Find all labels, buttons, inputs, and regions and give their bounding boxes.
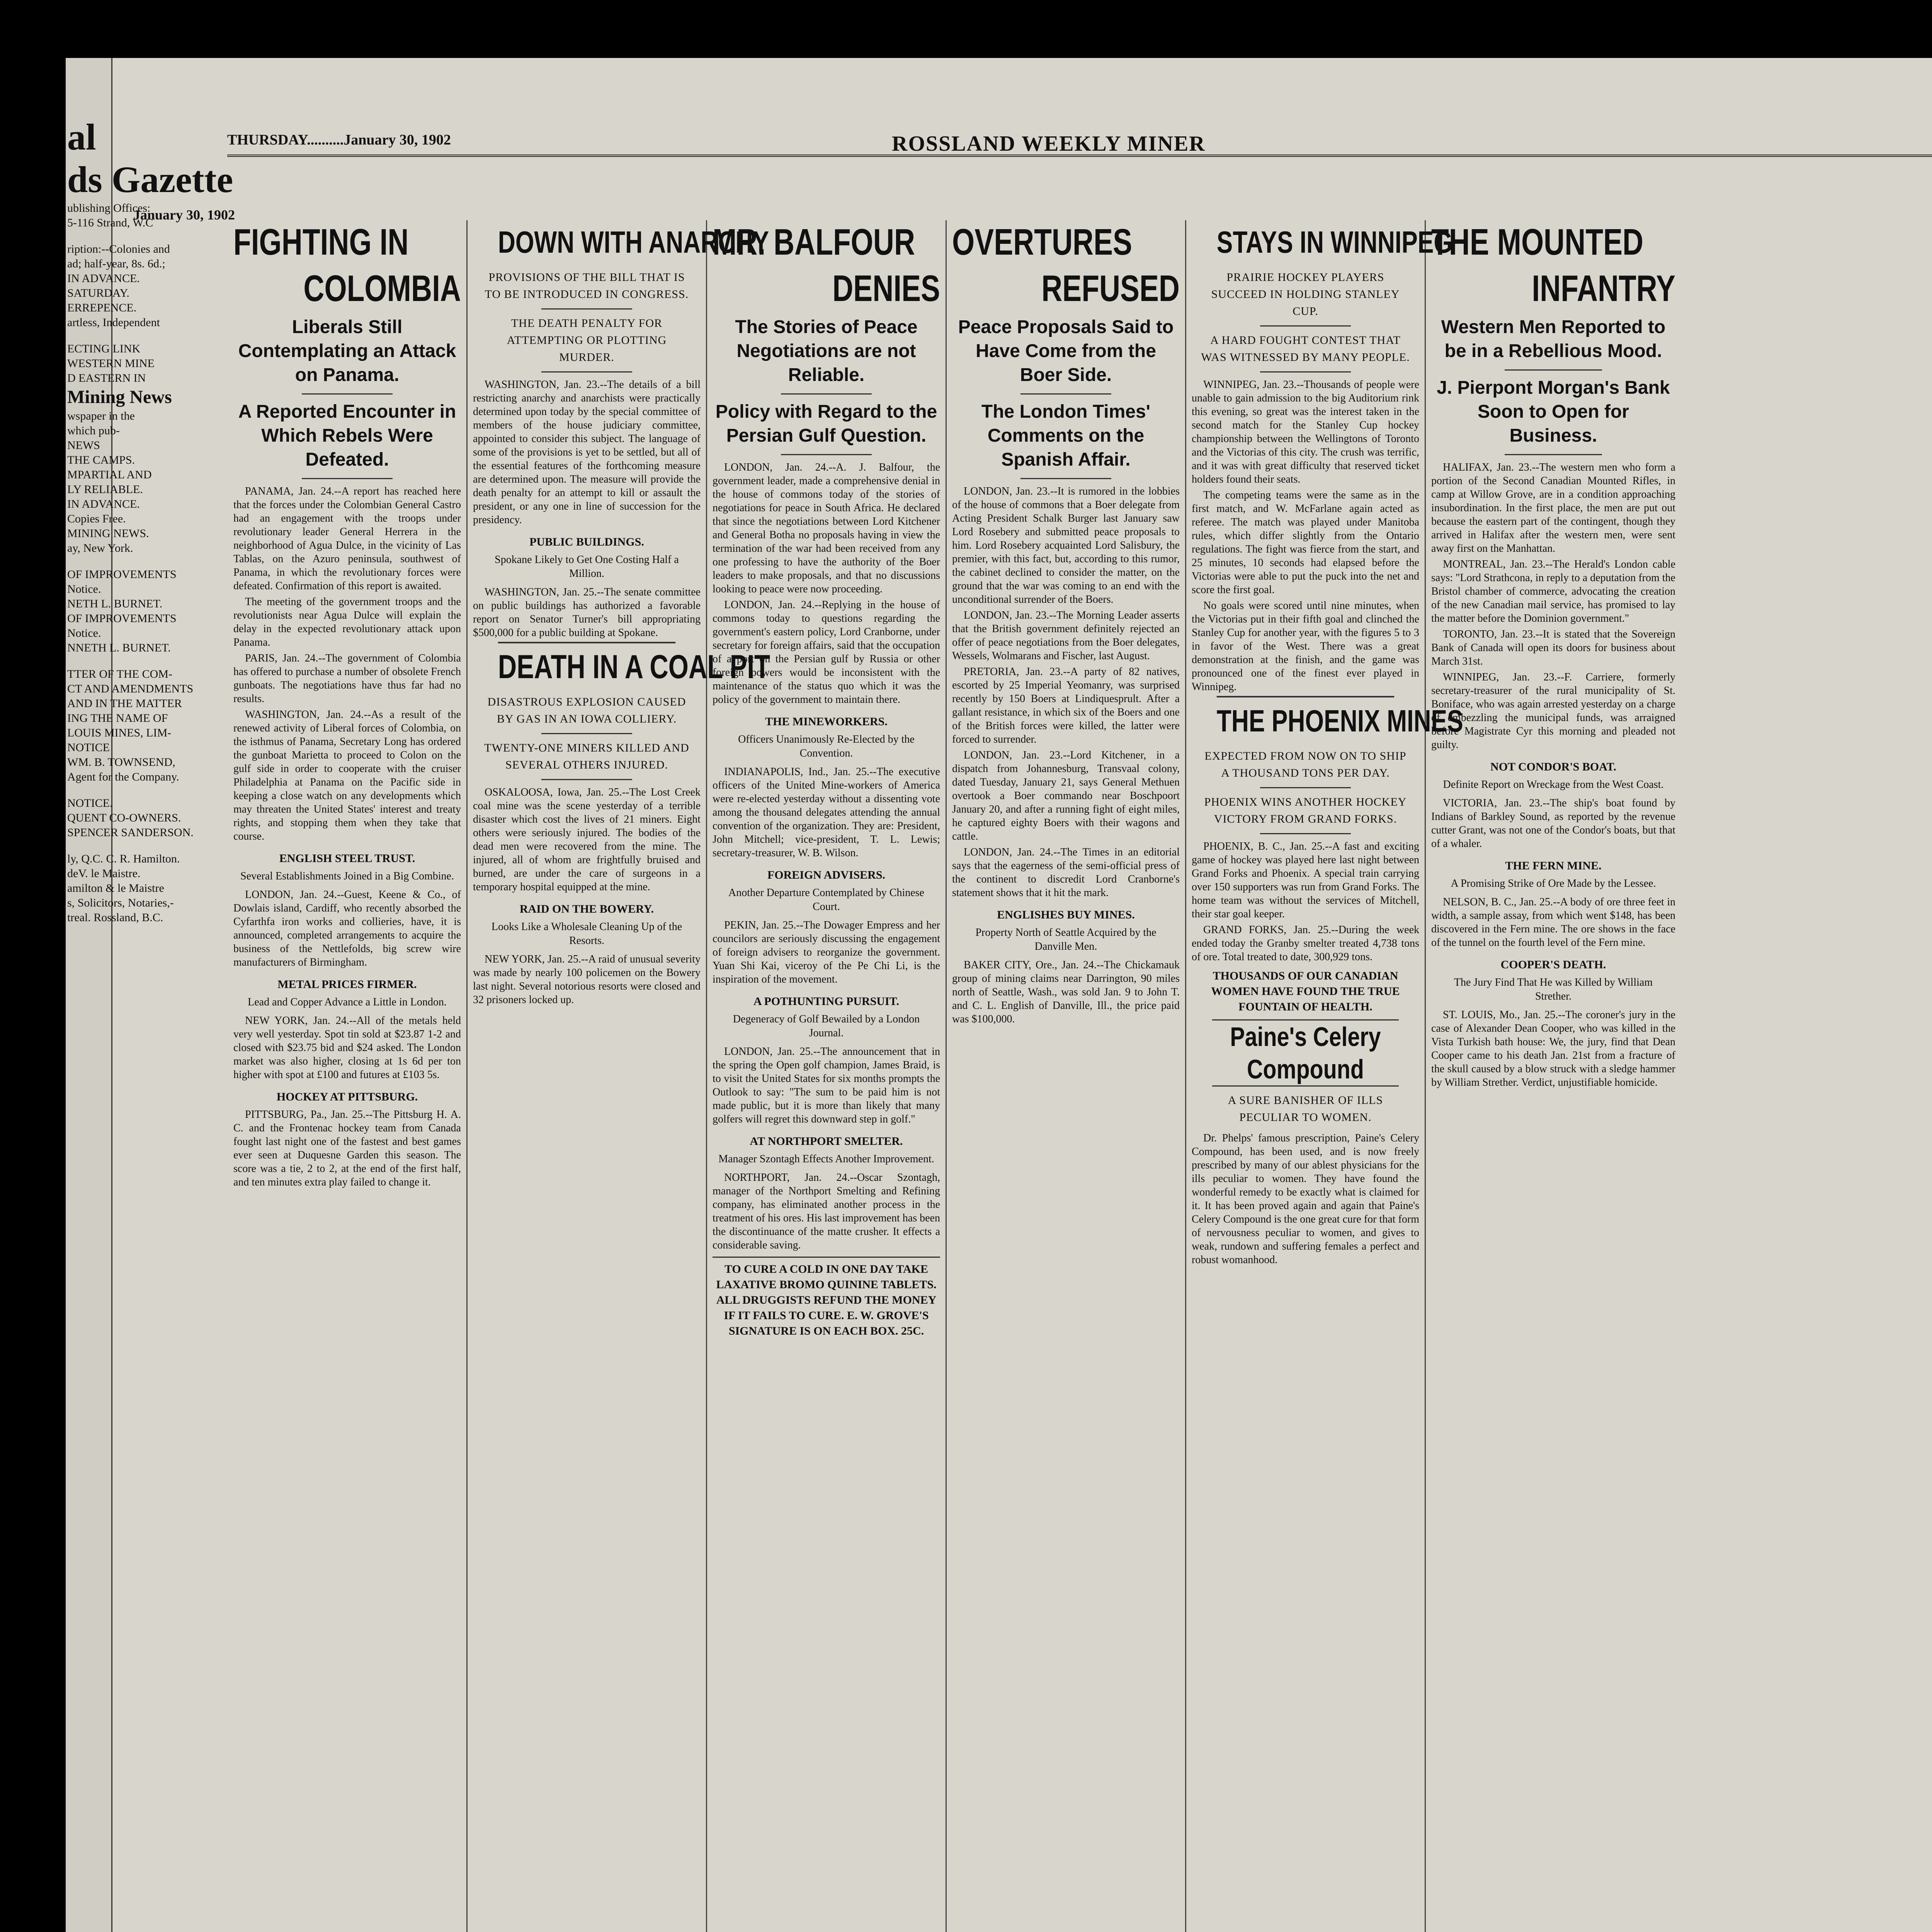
fragment-line: IN ADVANCE. [67, 498, 140, 510]
subhead: NOT CONDOR'S BOAT. [1490, 760, 1616, 773]
fragment-line: wspaper in the [67, 410, 135, 422]
article-paragraph: INDIANAPOLIS, Ind., Jan. 25.--The executive officers of the United Mine-workers of America were re-elected yesterday without a dissenting vote among the thousand delegates attending the annual convention of the organization. They are: President, John Mitchell; vice-president, T. L. Lewis; secretary-treasurer, W. B. Wilson. [713, 766, 940, 859]
subdeck: A Promising Strike of Ore Made by the Lessee. [1451, 878, 1656, 889]
subdeck: Looks Like a Wholesale Cleaning Up of the Resorts. [491, 921, 682, 947]
article-paragraph: LONDON, Jan. 24.--Replying in the house of commons today to questions regarding the government's eastern policy, Lord Cranborne, under secretary for foreign affairs, said that the occupation of a port on the Persian gulf by Russia or other foreign powers would be inconsistent with the maintenance of the status quo which it was the policy of the government to maintain there. [713, 599, 940, 706]
article-paragraph: WINNIPEG, Jan. 23.--F. Carriere, formerly secretary-treasurer of the rural municipality of St. Boniface, who was again arrested yesterday on a charge of embezzling the municipal funds, was arraigned before Magistrate Cyr this morning and pleaded not guilty. [1431, 671, 1675, 751]
article-paragraph: LONDON, Jan. 24.--A. J. Balfour, the government leader, made a comprehensive denial in the house of commons today of the stories of negotiations for peace in South Africa. He declared that since the negotiations between Lord Kitchener and General Botha no proposals having in view the termination of the war had been received from any one professing to have the authority of the Boer leaders to make proposals, and that no discussions looking to peace were now proceeding. [713, 461, 940, 595]
headline: COLOMBIA [303, 268, 461, 309]
divider [541, 308, 633, 310]
article-paragraph: LONDON, Jan. 24.--Guest, Keene & Co., of Dowlais island, Cardiff, who recently absorbed the Cyfarthfa iron works and collieries, have, it is announced, completed arrangements to acquire the business of the Nettlefolds, big screw wire manufacturers of Birmingham. [233, 889, 461, 968]
article-paragraph: WINNIPEG, Jan. 23.--Thousands of people were unable to gain admission to the big Auditorium rink this evening, so great was the interest taken in the second match for the Stanley Cup hockey championship between the Wellingtons of Toronto and the Victorias of this city. The crush was terrific, and it was with great difficulty that reserved ticket holders found their seats. [1192, 379, 1419, 485]
headline: OVERTURES [952, 221, 1132, 263]
article-paragraph: ST. LOUIS, Mo., Jan. 25.--The coroner's jury in the case of Alexander Dean Cooper, who was killed in the Vista Turkish bath house: We, the jury, find that Dean Cooper came to his death Jan. 21st from a fracture of the skull caused by a blow struck with a sledge hammer by William Strether. Verdict, unjustifiable homicide. [1431, 1009, 1675, 1088]
masthead-title: ROSSLAND WEEKLY MINER [892, 132, 1206, 156]
article-paragraph: PARIS, Jan. 24.--The government of Colombia has offered to purchase a number of obsolete French gunboats. The negotiations have thus far had no results. [233, 652, 461, 705]
article-paragraph: OSKALOOSA, Iowa, Jan. 25.--The Lost Creek coal mine was the scene yesterday of a terrible disaster which cost the lives of 21 miners. Eight others were seriously injured. The bodies of the dead men were recovered from the mine. The injured, all of whom are frightfully bruised and burned, are under the care of surgeons in a temporary hospital equipped at the mine. [473, 786, 701, 893]
divider [541, 779, 633, 780]
headline: STAYS IN WINNIPEG [1216, 225, 1453, 259]
headline: REFUSED [1041, 268, 1180, 309]
divider [1505, 369, 1602, 371]
deck: PRAIRIE HOCKEY PLAYERS SUCCEED IN HOLDING STANLEY CUP. [1211, 271, 1400, 318]
fragment-line: NNETH L. BURNET. [67, 641, 171, 654]
fragment-line: s, Solicitors, Notaries,- [67, 896, 174, 909]
article-paragraph: PRETORIA, Jan. 23.--A party of 82 natives, escorted by 25 Imperial Yeomanry, was surprised recently by 150 Boers at Lindiquesprult. After a gallant resistance, in which six of the Boers and one of the British forces were killed, the latter were forced to surrender. [952, 666, 1180, 745]
divider [1260, 325, 1351, 327]
subhead: FOREIGN ADVISERS. [767, 869, 886, 881]
deck: A Reported Encounter in Which Rebels Were Defeated. [238, 401, 456, 470]
newspaper-page [66, 58, 1932, 1932]
deck: A HARD FOUGHT CONTEST THAT WAS WITNESSED BY MANY PEOPLE. [1201, 334, 1410, 364]
subdeck: Several Establishments Joined in a Big Combine. [240, 870, 454, 882]
deck: DISASTROUS EXPLOSION CAUSED BY GAS IN AN IOWA COLLIERY. [487, 696, 686, 725]
fragment-line: 5-116 Strand, W.C [67, 216, 153, 229]
fragment-line: Agent for the Company. [67, 770, 179, 783]
fragment-line: ly, Q.C. C. R. Hamilton. [67, 852, 180, 865]
fragment-line: ds Gazette [67, 159, 233, 200]
article-paragraph: LONDON, Jan. 25.--The announcement that in the spring the Open golf champion, James Braid, is to visit the United States for six months prompts the Outlook to say: "The sum to be paid him is not made public, but it is more than likely that many golfers will regret this downward step in golf." [713, 1046, 940, 1125]
deck: THE DEATH PENALTY FOR ATTEMPTING OR PLOTTING MURDER. [507, 317, 667, 364]
subhead: THE FERN MINE. [1505, 859, 1602, 872]
article-paragraph: NEW YORK, Jan. 24.--All of the metals held very well yesterday. Spot tin sold at $23.87 1-2 and closed with $23.75 bid and $24 asked. The London market was also higher, closing at 1s 6d per ton higher with spot at £100 and futures at £103 5s. [233, 1015, 461, 1081]
fragment-line: NOTICE. [67, 797, 113, 810]
fragment-line: LOUIS MINES, LIM- [67, 726, 172, 739]
article-paragraph: PEKIN, Jan. 25.--The Dowager Empress and her councilors are seriously discussing the engagement of foreign advisers to reorganize the government. Yuan Shi Kai, viceroy of the Pe Chi Li, is the inspiration of the movement. [713, 919, 940, 985]
subdeck: Officers Unanimously Re-Elected by the Convention. [738, 733, 915, 759]
article-paragraph: Dr. Phelps' famous prescription, Paine's Celery Compound, has been used, and is now freely prescribed by many of our ablest physicians for the ills peculiar to women. They have found the wonderful remedy to be exactly what is claimed for it. It has been proved again and again that Paine's Celery Compound is the one great cure for that form of nervousness peculiar to women, and gives to weak, rundown and suffering females a perfect and robust womanhood. [1192, 1132, 1419, 1266]
divider [302, 478, 393, 479]
fragment-line: Notice. [67, 627, 101, 639]
article-paragraph: WASHINGTON, Jan. 24.--As a result of the renewed activity of Liberal forces of Colombia, on the isthmus of Panama, Secretary Long has ordered the gunboat Marietta to proceed to Colon on the gulf side in order to cooperate with the cruiser Philadelphia at Panama on the Pacific side in keeping a close watch on any developments which may threaten the United States' interest and treaty rights, and stopping them when they take that course. [233, 709, 461, 842]
headline: DOWN WITH ANARCHY [498, 225, 769, 259]
fragment-line: NETH L. BURNET. [67, 597, 163, 610]
divider [1260, 833, 1351, 834]
subdeck: The Jury Find That He was Killed by William Strether. [1454, 976, 1653, 1002]
subhead: A POTHUNTING PURSUIT. [753, 995, 899, 1008]
fragment-date: January 30, 1902 [133, 207, 235, 223]
column-2 [468, 220, 770, 1932]
divider [1260, 371, 1351, 372]
fragment-line: deV. le Maistre. [67, 867, 141, 880]
fragment-line: IN ADVANCE. [67, 272, 140, 285]
fragment-line: ING THE NAME OF [67, 712, 168, 724]
divider [781, 454, 872, 455]
fragment-line: MINING NEWS. [67, 527, 149, 540]
article-paragraph: BAKER CITY, Ore., Jan. 24.--The Chickamauk group of mining claims near Darrington, 90 miles north of Seattle, Wash., was sold Jan. 9 to John T. and C. L. English of Danville, Ill., the price paid was $100,000. [952, 959, 1180, 1025]
subhead: ENGLISHES BUY MINES. [997, 908, 1135, 921]
subdeck: Property North of Seattle Acquired by the Danville Men. [975, 927, 1156, 952]
deck: EXPECTED FROM NOW ON TO SHIP A THOUSAND TONS PER DAY. [1204, 750, 1406, 779]
fragment-line: Mining News [67, 387, 172, 407]
article-paragraph: WASHINGTON, Jan. 23.--The details of a bill restricting anarchy and anarchists were practically determined upon today by the special committee of members of the house judiciary committee, appointed to consider this subject. The language of some of the provisions is yet to be settled, but all of the essential features of the forthcoming measure are determined upon. The measure will provide the death penalty for an attempt to kill or assault the president, or any one in line of succession for the presidency. [473, 379, 701, 526]
fragment-line: AND IN THE MATTER [67, 697, 182, 710]
fragment-line: WM. B. TOWNSEND, [67, 756, 175, 769]
deck: Policy with Regard to the Persian Gulf Question. [715, 401, 937, 446]
deck: Peace Proposals Said to Have Come from the Boer Side. [958, 317, 1174, 385]
deck: The London Times' Comments on the Spanish Affair. [981, 401, 1151, 470]
fragment-line: NEWS [67, 439, 100, 452]
deck: TWENTY-ONE MINERS KILLED AND SEVERAL OTHERS INJURED. [484, 742, 689, 771]
fragment-line: ad; half-year, 8s. 6d.; [67, 257, 165, 270]
headline: INFANTRY [1532, 268, 1675, 309]
fragment-line: SPENCER SANDERSON. [67, 826, 194, 839]
divider [1260, 787, 1351, 788]
article-paragraph: GRAND FORKS, Jan. 25.--During the week ended today the Granby smelter treated 4,738 tons of ore. Total treated to date, 300,929 tons. [1192, 924, 1419, 963]
fragment-line: artless, Independent [67, 316, 160, 329]
fragment-line: MPARTIAL AND [67, 468, 152, 481]
fragment-line: WESTERN MINE [67, 357, 155, 370]
column-6 [1426, 220, 1681, 1932]
subdeck: Lead and Copper Advance a Little in London. [248, 996, 447, 1008]
subhead: AT NORTHPORT SMELTER. [750, 1135, 903, 1148]
fragment-line: Copies Free. [67, 512, 126, 525]
deck: PROVISIONS OF THE BILL THAT IS TO BE INTRODUCED IN CONGRESS. [485, 271, 689, 301]
subhead: RAID ON THE BOWERY. [519, 903, 654, 915]
fragment-line: THE CAMPS. [67, 454, 135, 466]
divider [541, 733, 633, 734]
article-paragraph: The competing teams were the same as in the first match, and W. McFarlane again acted as referee. The match was played under Manitoba rules, which differ slightly from the Ontario regulations. The fight was fierce from the start, and 25 minutes, 10 seconds had elapsed before the Victorias were able to put the puck into the net and score the first goal. [1192, 489, 1419, 596]
article-paragraph: The meeting of the government troops and the revolutionists near Agua Dulce will explain the delay in the expected revolutionary attack upon Panama. [233, 596, 461, 648]
subhead: COOPER'S DEATH. [1500, 958, 1606, 971]
article-paragraph: MONTREAL, Jan. 23.--The Herald's London cable says: "Lord Strathcona, in reply to a deputation from the Bristol chamber of commerce, advocating the creation of the new Canadian mail service, has promised to lay the matter before the Dominion government." [1431, 558, 1675, 624]
subhead: ENGLISH STEEL TRUST. [279, 852, 415, 865]
masthead [227, 131, 1932, 157]
column-5 [1186, 220, 1463, 1932]
headline: THE PHOENIX MINES [1217, 696, 1394, 741]
fragment-line: D EASTERN IN [67, 372, 146, 384]
deck: PHOENIX WINS ANOTHER HOCKEY VICTORY FROM GRAND FORKS. [1204, 796, 1407, 825]
divider [302, 393, 393, 395]
headline: THE MOUNTED [1431, 221, 1644, 263]
fragment-line: SATURDAY. [67, 287, 129, 299]
fragment-line: ay, New York. [67, 542, 133, 554]
article-paragraph: LONDON, Jan. 23.--The Morning Leader asserts that the British government definitely rejected an offer of peace negotiations from the Boer delegates, Wessels, Wolmarans and Fischer, last August. [952, 609, 1180, 662]
article-paragraph: WASHINGTON, Jan. 25.--The senate committee on public buildings has authorized a favorable report on Senator Turner's bill appropriating $500,000 for a public building at Spokane. [473, 586, 701, 639]
fragment-line: ERREPENCE. [67, 301, 137, 314]
fragment-line: al [67, 116, 96, 158]
fragment-line: ription:--Colonies and [67, 243, 170, 255]
ad-title: Paine's Celery Compound [1212, 1019, 1399, 1087]
fragment-line: TTER OF THE COM- [67, 668, 172, 680]
headline: DEATH IN A COAL PIT [498, 642, 675, 687]
subhead: THE MINEWORKERS. [765, 715, 888, 728]
promo-text: THOUSANDS OF OUR CANADIAN WOMEN HAVE FOUND THE TRUE FOUNTAIN OF HEALTH. [1211, 969, 1400, 1013]
article-paragraph: NORTHPORT, Jan. 24.--Oscar Szontagh, manager of the Northport Smelting and Refining company, has eliminated another process in the treatment of his ores. His last improvement has been the discontinuance of the matte crusher. It effects a considerable saving. [713, 1172, 940, 1251]
deck: J. Pierpont Morgan's Bank Soon to Open for Business. [1437, 378, 1670, 446]
column-1 [228, 220, 468, 1932]
ad-subtitle: A SURE BANISHER OF ILLS PECULIAR TO WOMEN. [1228, 1094, 1383, 1124]
subhead: HOCKEY AT PITTSBURG. [276, 1090, 418, 1103]
subhead: METAL PRICES FIRMER. [277, 978, 417, 991]
column-3 [707, 220, 947, 1932]
fragment-line: QUENT CO-OWNERS. [67, 811, 181, 824]
article-paragraph: PANAMA, Jan. 24.--A report has reached here that the forces under the Colombian General Castro had an engagement with the troops under revolutionary leader General Herrera in the neighborhood of Agua Dulce, in the vicinity of Las Tablas, on the Azuro peninsula, southwest of Panama, in which the revolutionary forces were defeated. Confirmation of this report is awaited. [233, 485, 461, 592]
deck: The Stories of Peace Negotiations are not Reliable. [735, 317, 918, 385]
divider [541, 371, 633, 372]
article-paragraph: NELSON, B. C., Jan. 25.--A body of ore three feet in width, a sample assay, from which went $148, has been discovered in the Fern mine. The ore shows in the face of the tunnel on the fourth level of the Fern mine. [1431, 896, 1675, 949]
fragment-line: LY RELIABLE. [67, 483, 143, 496]
article-paragraph: VICTORIA, Jan. 23.--The ship's boat found by Indians of Barkley Sound, as reported by the revenue cutter Grant, was not one of the Condor's boats, but that of a whaler. [1431, 797, 1675, 850]
article-paragraph: NEW YORK, Jan. 25.--A raid of unusual severity was made by nearly 100 policemen on the Bowery last night. Several notorious resorts were closed and 32 prisoners locked up. [473, 953, 701, 1006]
fragment-line: OF IMPROVEMENTS [67, 612, 177, 625]
fragment-line: ECTING LINK [67, 342, 141, 355]
subdeck: Manager Szontagh Effects Another Improvement. [718, 1153, 934, 1165]
subhead: PUBLIC BUILDINGS. [529, 536, 644, 548]
deck: Western Men Reported to be in a Rebellious Mood. [1441, 317, 1666, 361]
fragment-line: which pub- [67, 424, 120, 437]
article-paragraph: LONDON, Jan. 24.--The Times in an editorial says that the eagerness of the semi-official press of the continent to discredit Lord Cranborne's statement shows that it hit the mark. [952, 846, 1180, 899]
fragment-line: amilton & le Maistre [67, 882, 164, 895]
article-paragraph: LONDON, Jan. 23.--Lord Kitchener, in a dispatch from Johannesburg, Transvaal colony, dated Tuesday, January 21, says General Methuen overtook a Boer commando near Boschpoort January 20, and after a running fight of eight miles, he captured eighty Boers with their wagons and cattle. [952, 749, 1180, 842]
article-paragraph: TORONTO, Jan. 23.--It is stated that the Sovereign Bank of Canada will open its doors for business about March 31st. [1431, 628, 1675, 667]
article-paragraph: LONDON, Jan. 23.--It is rumored in the lobbies of the house of commons that a Boer delegate from Acting President Schalk Burger last January saw Lord Rosebery and submitted peace proposals to him. Lord Rosebery acquainted Lord Salisbury, the premier, with this fact, but, according to this rumor, the cabinet declined to consider the matter, on the ground that the war was coming to an end with the unconditional surrender of the Boers. [952, 485, 1180, 605]
article-paragraph: PITTSBURG, Pa., Jan. 25.--The Pittsburg H. A. C. and the Frontenac hockey team from Canada fought last night one of the fastest and best games ever seen at Duquesne Garden this season. The score was a tie, 2 to 2, at the end of the first half, and ten minutes extra play failed to change it. [233, 1109, 461, 1188]
subdeck: Another Departure Contemplated by Chinese Court. [728, 887, 924, 913]
subdeck: Definite Report on Wreckage from the West Coast. [1443, 779, 1664, 791]
subdeck: Spokane Likely to Get One Costing Half a Million. [495, 554, 679, 580]
fragment-line: CT AND AMENDMENTS [67, 682, 194, 695]
headline: DENIES [832, 268, 940, 309]
headline: FIGHTING IN [233, 221, 409, 263]
divider [1020, 478, 1112, 479]
fragment-line: OF IMPROVEMENTS [67, 568, 177, 581]
subdeck: Degeneracy of Golf Bewailed by a London Journal. [733, 1013, 920, 1039]
masthead-date: THURSDAY..........January 30, 1902 [227, 132, 451, 148]
deck: Liberals Still Contemplating an Attack on Panama. [238, 317, 456, 385]
headline: MR. BALFOUR [713, 221, 915, 263]
article-paragraph: HALIFAX, Jan. 23.--The western men who form a portion of the Second Canadian Mounted Rifles, in camp at Willow Grove, are in a condition approaching insubordination. In the first place, the men are put out because the eastern part of the contingent, though they arrived in Halifax after the western men, were sent away first on the Manhattan. [1431, 461, 1675, 554]
article-paragraph: No goals were scored until nine minutes, when the Victorias put in their fifth goal and clinched the Stanley Cup for another year, with the figures 5 to 3 in favor of the West. There was a great demonstration at the finish, and the game was pronounced one of the finest ever played in Winnipeg. [1192, 600, 1419, 693]
divider [781, 393, 872, 395]
article-paragraph: PHOENIX, B. C., Jan. 25.--A fast and exciting game of hockey was played here last night between Grand Forks and Phoenix. A special train carrying over 150 supporters was run from Grand Forks. The home team was without the services of Mitchell, their star goal keeper. [1192, 840, 1419, 920]
fragment-line: NOTICE [67, 741, 110, 754]
fragment-line: treal. Rossland, B.C. [67, 911, 163, 924]
divider [1505, 454, 1602, 455]
divider [1020, 393, 1112, 395]
fragment-line: Notice. [67, 583, 101, 595]
column-4 [947, 220, 1186, 1932]
advertisement: TO CURE A COLD IN ONE DAY TAKE LAXATIVE BROMO QUININE TABLETS. ALL DRUGGISTS REFUND THE MONEY IF IT FAILS TO CURE. E. W. GROVE'S SIGNATURE IS ON EACH BOX. 25C. [713, 1257, 940, 1339]
fragment-line: ublishing Offices: [67, 202, 151, 214]
